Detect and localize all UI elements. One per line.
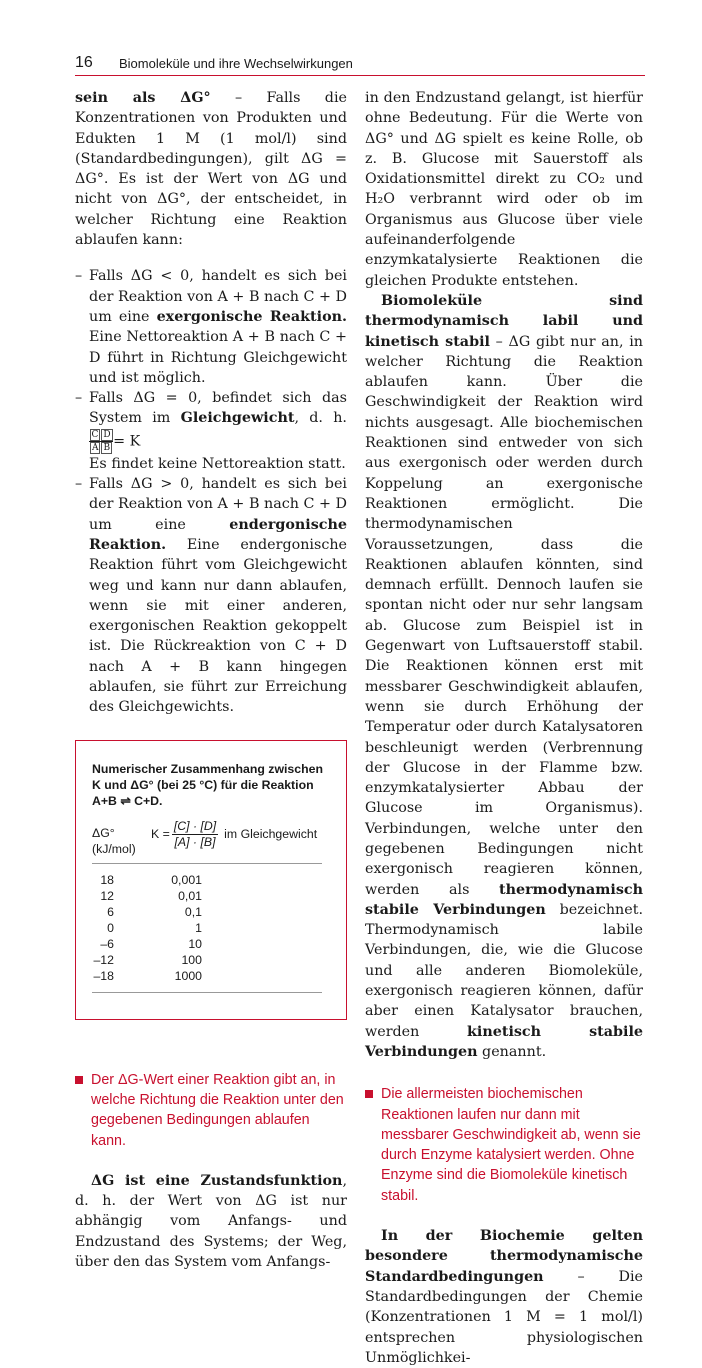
table-row (92, 952, 202, 968)
left-column (75, 88, 347, 1272)
paragraph: in den Endzustand gelangt, ist hierfür ohne Bedeutung. Für die Werte von ΔG° und ΔG spielt es keine Rolle, ob z. B. Glucose mit Sauerstoff als Oxidationsmittel direkt zu CO₂ und H₂O verbrannt wird oder ob im Organismus aus Glucose über viele aufeinanderfolgende enzymkatalysierte Reaktionen die gleichen Produkte entstehen. (365, 90, 643, 289)
equilibrium-fraction: $\frac{\text{C D}}{\text{A B}}$ (89, 429, 113, 454)
k-cell: 100 (181, 952, 202, 967)
table-row (92, 904, 202, 920)
delta-g-cell: 12 (100, 888, 114, 903)
intro-paragraph (75, 88, 347, 250)
k-suffix: im Gleichgewicht (224, 827, 318, 842)
intro-text: – Falls die Konzentrationen von Produkten und Edukten 1 M (1 mol/l) sind (Standardbedingungen), gilt ΔG = ΔG°. Es ist der Wert von ΔG und nicht von ΔG°, der entscheidet, in welcher Richtung eine Reaktion ablaufen kann: (75, 90, 347, 249)
info-box-title: Numerischer Zusammenhang zwischen K und ΔG° (bei 25 °C) für die Reaktion A+B ⇌ C+D. (92, 761, 323, 808)
table-row (92, 968, 202, 984)
header-rule (75, 75, 645, 76)
table-rule-top (92, 863, 322, 864)
delta-g-cell: –12 (93, 952, 114, 967)
delta-g-unit: (kJ/mol) (92, 841, 136, 856)
table-row (92, 888, 202, 904)
page-number: 16 (75, 54, 93, 71)
list-item: – Falls ΔG > 0, handelt es sich bei der Reaktion von A + B nach C + D um eine endergonische Reaktion. Eine endergonische Reaktion führt vom Gleichgewicht weg und kann nur dann ablaufen, wenn sie mit einer anderen, exergonischen Reaktion gekoppelt ist. Die Rückreaktion von C + D nach A + B kann hingegen ablaufen, sie führt zur Erreichung des Gleichgewichts. (75, 474, 347, 718)
k-delta-g-table (92, 872, 202, 984)
k-prefix: K = (151, 827, 170, 842)
k-fraction: $\frac{[C] \cdot [D]}{[A] \cdot [B]}$ (173, 818, 217, 849)
list-item: – Falls ΔG < 0, handelt es sich bei der Reaktion von A + B nach C + D um eine exergonische Reaktion. Eine Nettoreaktion A + B nach C + D führt in Richtung Gleichgewicht und ist möglich. (75, 266, 347, 388)
k-cell: 0,1 (184, 904, 202, 919)
table-row (92, 936, 202, 952)
bullet-square-icon (75, 1076, 83, 1084)
zustand-paragraph: ΔG ist eine Zustandsfunktion, d. h. der Wert von ΔG ist nur abhängig vom Anfangs- und Endzustand des Systems; der Weg, über den das System vom Anfangs- (75, 1172, 347, 1270)
k-cell: 1 (195, 920, 202, 935)
table-row (92, 872, 202, 888)
highlight-box-left: Der ΔG-Wert einer Reaktion gibt an, in welche Richtung die Reaktion unter den gegebenen Bedingungen ablaufen kann. (75, 1070, 347, 1151)
info-box (75, 740, 347, 1020)
paragraph: Biomoleküle sind thermodynamisch labil und kinetisch stabil – ΔG gibt nur an, in welcher Richtung die Reaktion ablaufen kann. Über die Geschwindigkeit der Reaktion wird nichts ausgesagt. Alle biochemischen Reaktionen sind entweder von sich aus exergonisch oder werden durch Koppelung an exergonische Reaktionen ermöglicht. Die thermodynamischen Voraussetzungen, dass die Reaktionen ablaufen könnten, sind demnach erfüllt. Dennoch laufen sie spontan nicht oder nur sehr langsam ab. Glucose zum Beispiel ist in Gegenwart von Luftsauerstoff stabil. Die Reaktionen können erst mit messbarer Geschwindigkeit ablaufen, wenn sie durch Erhöhung der Temperatur oder durch Katalysatoren beschleunigt werden (Verbrennung der Glucose in der Flamme bzw. enzymkatalysierter Abbau der Glucose im Organismus). Verbindungen, welche unter den gegebenen Bedingungen nicht exergonisch reagieren können, werden als thermodynamisch stabile Verbindungen bezeichnet. Thermodynamisch labile Verbindungen, die, wie die Glucose und alle anderen Biomoleküle, exergonisch reagieren können, dafür aber einen Katalysator brauchen, werden kinetisch stabile Verbindungen genannt. (365, 292, 644, 1060)
page-header (75, 54, 645, 76)
paragraph: In der Biochemie gelten besondere thermodynamische Standardbedingungen – Die Standardbedingungen der Chemie (Konzentrationen 1 M = 1 mol/l) entsprechen physiologischen Unmöglichkei- (365, 1228, 643, 1366)
delta-g-cell: –18 (93, 968, 114, 983)
delta-g-cell: 6 (107, 904, 114, 919)
k-cell: 1000 (174, 968, 202, 983)
highlight-box-right: Die allermeisten biochemischen Reaktionen laufen nur dann mit messbarer Geschwindigkeit ab, wenn sie durch Enzyme katalysiert werden. Ohne Enzyme sind die Biomoleküle kinetisch stabil. (365, 1084, 643, 1206)
delta-g-cell: 18 (100, 872, 114, 887)
table-rule-bottom (92, 992, 322, 993)
k-cell: 0,01 (178, 888, 202, 903)
right-column (365, 88, 643, 1368)
case-list (75, 266, 347, 717)
intro-bold: sein als ΔG° (75, 90, 211, 106)
bullet-square-icon (365, 1090, 373, 1098)
list-item: – Falls ΔG = 0, befindet sich das System im Gleichgewicht, d. h. $\frac{\text{C D}}{\text{A B}}$ = K Es findet keine Nettoreaktion statt. (75, 388, 347, 474)
delta-g-cell: –6 (100, 936, 114, 951)
delta-g-cell: 0 (107, 920, 114, 935)
k-cell: 10 (188, 936, 202, 951)
table-header (92, 819, 334, 859)
table-row (92, 920, 202, 936)
running-title: Biomoleküle und ihre Wechselwirkungen (119, 56, 353, 71)
k-cell: 0,001 (171, 872, 202, 887)
delta-g-symbol: ΔG° (92, 825, 115, 840)
